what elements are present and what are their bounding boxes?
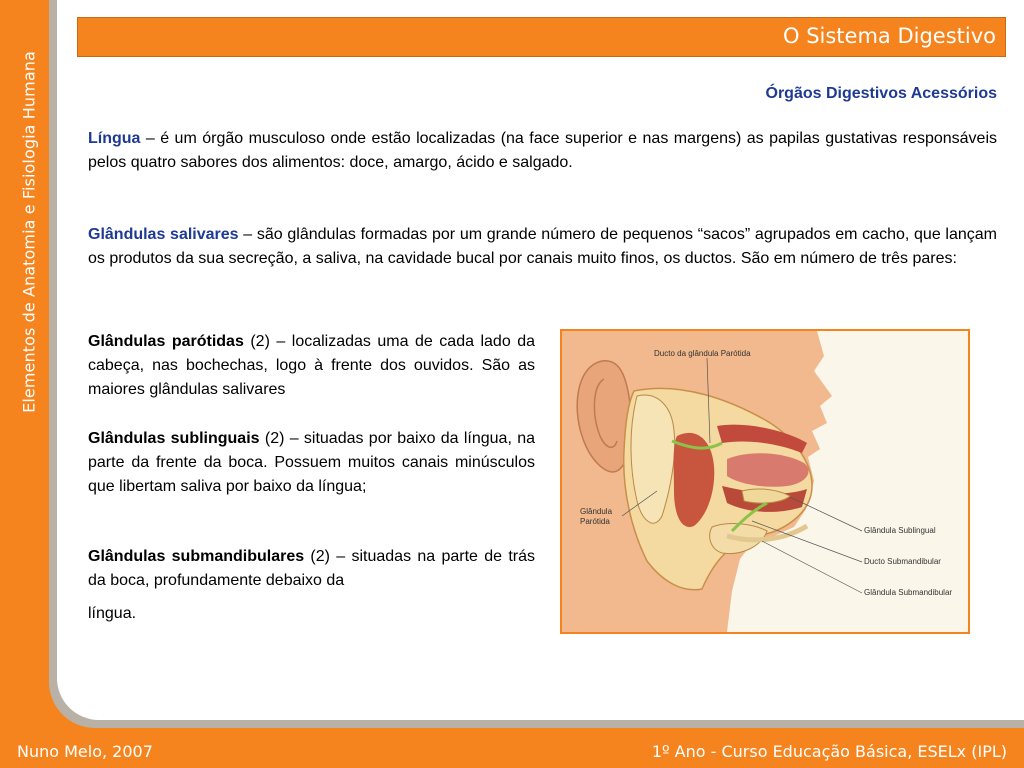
text-lingua: – é um órgão musculoso onde estão localizadas (na face superior e nas margens) as papilas gustativas responsáveis pelos quatro sabores dos alimentos: doce, amargo, ácido e salgado. (88, 130, 997, 171)
paragraph-submandibulares (88, 545, 535, 626)
salivary-glands-figure (560, 329, 970, 634)
label-glandula-sublingual: Glândula Sublingual (864, 526, 936, 535)
footer-course: 1º Ano - Curso Educação Básica, ESELx (IPL) (651, 742, 1007, 761)
slide-title: O Sistema Digestivo (782, 24, 996, 48)
header-bar (77, 17, 1006, 57)
term-submandibulares: Glândulas submandibulares (88, 548, 305, 565)
paragraph-sublinguais (88, 427, 535, 499)
text-parotidas: (2) – localizadas uma de cada lado da cabeça, nas bochechas, logo à frente dos ouvidos. São as maiores glândulas salivares (88, 333, 536, 398)
text-submandibulares: (2) – situadas na parte de trás da boca, profundamente debaixo da (88, 548, 535, 589)
label-ducto-submandibular: Ducto Submandibular (864, 557, 941, 566)
text-sublinguais: (2) – situadas por baixo da língua, na parte da frente da boca. Possuem muitos canais minúsculos que libertam saliva por baixo da língua; (88, 430, 535, 495)
text-salivares: – são glândulas formadas por um grande número de pequenos “sacos” agrupados em cacho, que lançam os produtos da sua secreção, a saliva, na cavidade bucal por canais muito finos, os ductos. São em número de três pares: (88, 226, 998, 267)
paragraph-lingua (88, 127, 997, 175)
paragraph-parotidas (88, 330, 535, 402)
label-ducto-parotida: Ducto da glândula Parótida (654, 349, 751, 358)
label-glandula-submandibular: Glândula Submandibular (864, 588, 953, 597)
section-title: Órgãos Digestivos Acessórios (765, 85, 997, 102)
term-salivares: Glândulas salivares (88, 226, 239, 243)
term-lingua: Língua (88, 130, 141, 147)
term-parotidas: Glândulas parótidas (88, 333, 244, 350)
label-glandula-parotida-1: Glândula (580, 507, 613, 516)
head-anatomy-illustration (562, 331, 968, 632)
side-title-text: Elementos de Anatomia e Fisiologia Humana (19, 51, 39, 413)
label-glandula-parotida-2: Parótida (580, 517, 610, 526)
term-sublinguais: Glândulas sublinguais (88, 430, 260, 447)
footer-author: Nuno Melo, 2007 (17, 742, 153, 761)
paragraph-salivares (88, 223, 997, 271)
text-submandibulares-end: língua. (88, 605, 137, 622)
